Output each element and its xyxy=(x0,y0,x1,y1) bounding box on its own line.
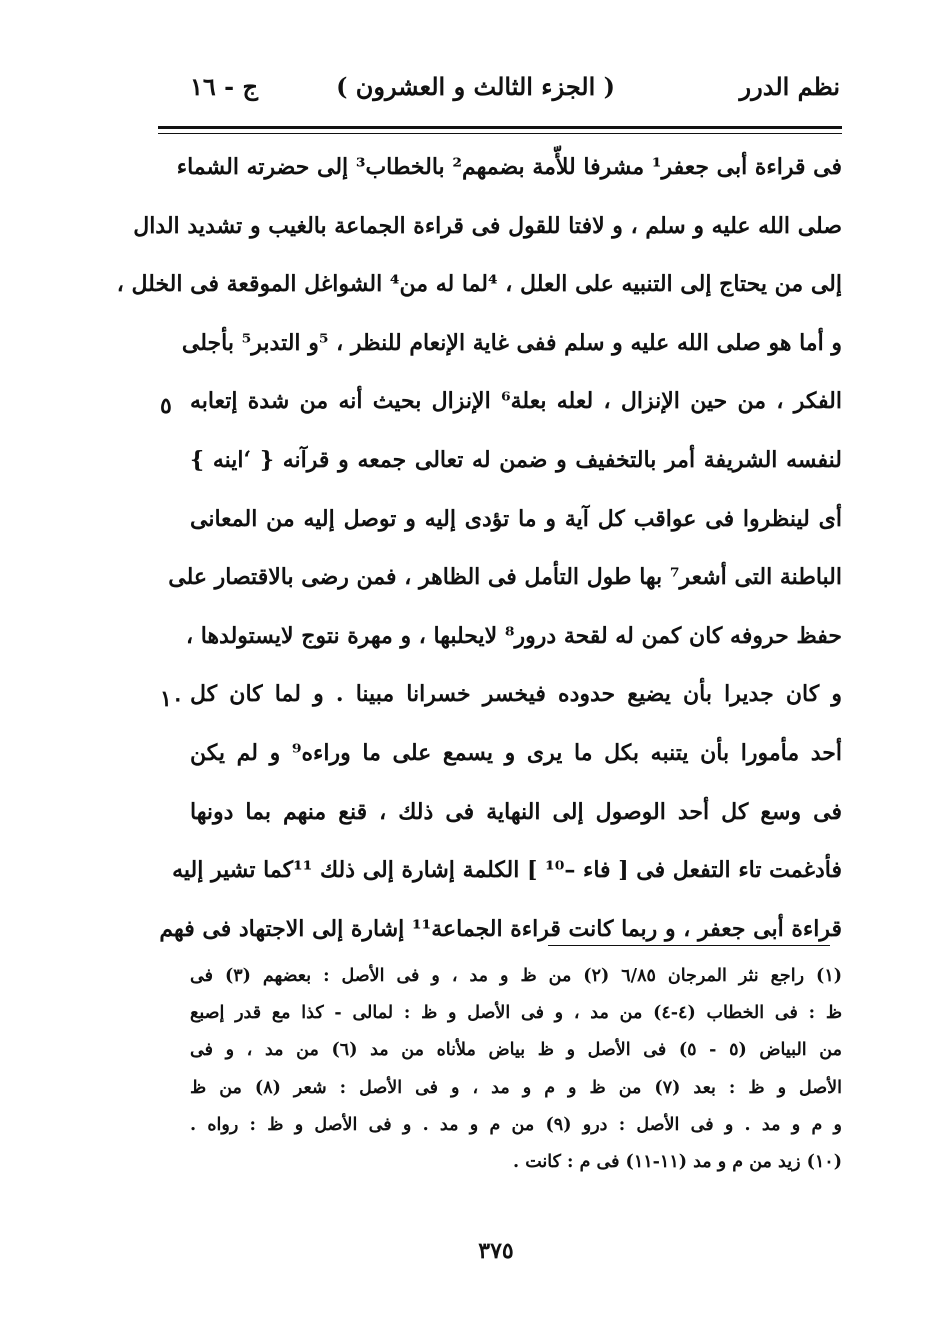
footnote-line: (١) راجع نثر المرجان ٦/٨٥ (٢) من ظ و مد ، و فى الأصل : بعضهم (٣) فى xyxy=(190,966,843,986)
footnote-line: من البياض (٥ - ٥) فى الأصل و ظ بياض ملأناه من مد (٦) من مد ، و فى xyxy=(190,1040,842,1061)
volume-reference: ج - ١٦ xyxy=(190,72,258,101)
text-line: فى قراءة أبى جعفر¹ مشرفا للأّمة بضمهم² بالخطاب³ إلى حضرته الشماء xyxy=(176,154,842,180)
footnotes xyxy=(190,958,842,1181)
running-header xyxy=(160,66,840,116)
header-rule-thin xyxy=(158,133,842,134)
header-rule xyxy=(158,126,842,129)
footnote-line: (١٠) زيد من م و مد (١١-١١) فى م : كانت . xyxy=(513,1151,842,1172)
text-line: قراءة أبى جعفر ، و ربما كانت قراءة الجماعة¹¹ إشارة إلى الاجتهاد فى فهم xyxy=(159,915,842,942)
line-number-marker: ١٠ xyxy=(160,686,184,712)
line-number-marker: ٥ xyxy=(160,393,172,419)
footnote-line: ظ : فى الخطاب (٤-٤) من مد ، و فى الأصل و ظ : لمالى - كذا مع قدر إصبع xyxy=(190,1003,842,1024)
footnote-separator xyxy=(548,945,830,946)
part-title: ( الجزء الثالث و العشرون ) xyxy=(336,72,615,101)
book-title: نظم الدرر xyxy=(739,72,840,101)
text-line: الباطنة التى أشعر⁷ بها طول التأمل فى الظاهر ، فمن رضى بالاقتصار على xyxy=(168,564,842,591)
text-line: حفظ حروفه كان كمن له لقحة درور⁸ لايحلبها ، و مهرة نتوج لايستولدها ، xyxy=(185,622,842,649)
text-line: فأدغمت تاء التفعل فى [ فاء –¹⁰ ] الكلمة إشارة إلى ذلك ¹¹كما تشير إليه xyxy=(172,857,842,884)
text-line: إلى من يحتاج إلى التنبيه على العلل ، ⁴لما له من⁴ الشواغل الموقعة فى الخلل ، xyxy=(116,271,842,298)
page-number: ٣٧٥ xyxy=(478,1238,514,1264)
text-line: فى وسع كل أحد الوصول إلى النهاية فى ذلك ، قنع منهم بما دونها xyxy=(190,798,842,825)
text-line: لنفسه الشريفة أمر بالتخفيف و ضمن له تعالى جمعه و قرآنه { ‘اينه } xyxy=(190,446,842,473)
text-line: و أما هو صلى الله عليه و سلم ففى غاية الإنعام للنظر ، ⁵و التدبر⁵ بأجلى xyxy=(181,329,842,356)
text-line: و كان جديرا بأن يضيع حدوده فيخسر خسرانا مبينا . و لما كان كل xyxy=(190,681,842,708)
footnote-line: الأصل و ظ : بعد (٧) من ظ و م و مد ، و فى الأصل : شعر (٨) من ظ xyxy=(190,1077,842,1098)
text-line: أى لينظروا فى عواقب كل آية و ما تؤدى إليه و توصل إليه من المعانى xyxy=(190,505,842,532)
text-line: صلى الله عليه و سلم ، و لافتا للقول فى قراءة الجماعة بالغيب و تشديد الدال xyxy=(133,212,842,239)
text-line: الفكر ، من حين الإنزال ، لعله بعلة⁶ الإنزال بحيث أنه من شدة إتعابه xyxy=(190,388,843,415)
footnote-line: و م و مد . و فى الأصل : درو (٩) من م و مد . و فى الأصل و ظ : رواه . xyxy=(190,1114,842,1135)
text-line: أحد مأمورا بأن يتنبه بكل ما يرى و يسمع على ما وراءه⁹ و لم يكن xyxy=(190,739,843,766)
